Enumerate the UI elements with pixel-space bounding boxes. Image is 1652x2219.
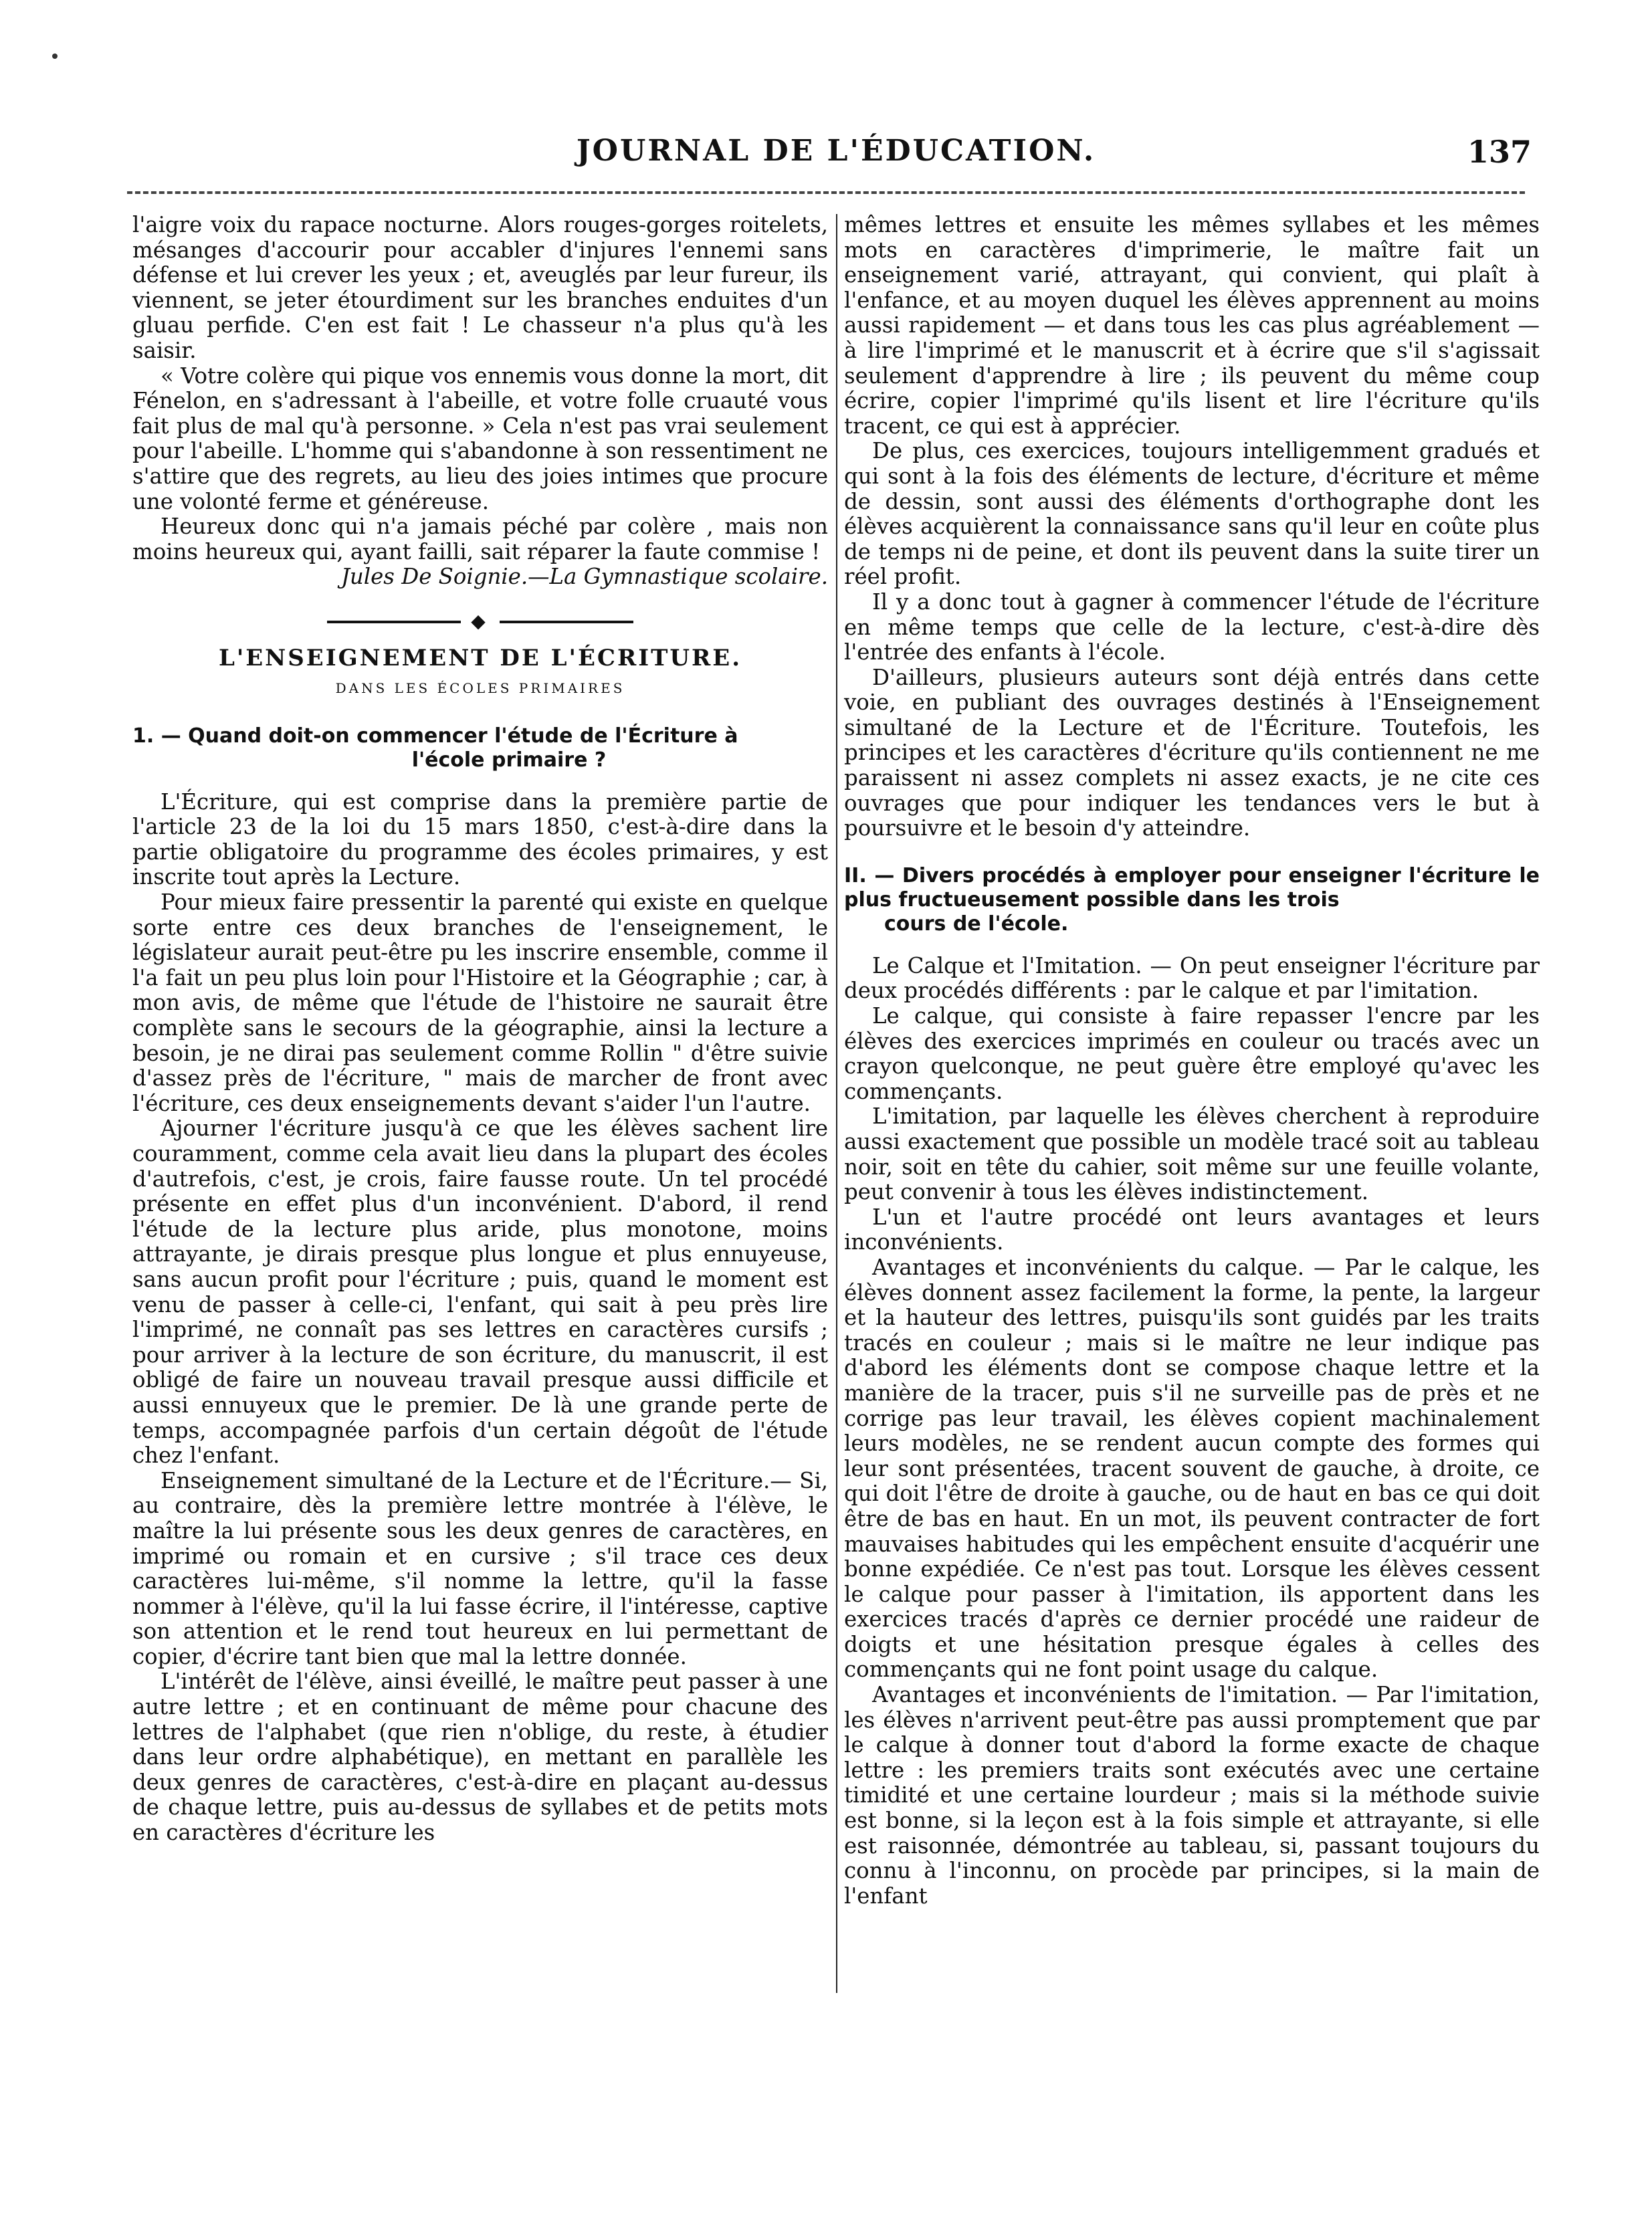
paragraph: Enseignement simultané de la Lecture et de l'Écriture.— Si, au contraire, dès la première lettre montrée à l'élève, le maître la lui présente sous les deux genres de caractères, en imprimé ou romain et en cursive ; s'il trace ces deux caractères lui-même, s'il nomme la lettre, qu'il la fasse nommer à l'élève, qu'il la lui fasse écrire, il l'intéresse, captive son attention et le rend tout heureux en lui permettant de copier, d'écrire tant bien que mal la lettre donnée. <box>132 1467 828 1669</box>
section-subtitle: DANS LES ÉCOLES PRIMAIRES <box>335 680 625 697</box>
question-heading-line: 1. — Quand doit-on commencer l'étude de l'Écriture à <box>132 724 738 748</box>
question-heading-continuation: cours de l'école. <box>884 912 1069 936</box>
question-heading-line: II. — Divers procédés à employer pour enseigner l'écriture le plus fructueusement possible dans les trois <box>844 863 1540 912</box>
running-title: JOURNAL DE L'ÉDUCATION. <box>576 134 1096 168</box>
right-column <box>844 213 1540 1909</box>
section-ornament: ◆ <box>132 609 828 634</box>
paragraph: Avantages et inconvénients du calque. — Par le calque, les élèves donnent assez facilement la forme, la pente, la largeur et la hauteur des lettres, puisqu'ils sont guidés par les traits tracés en couleur ; mais si le maître ne leur indique pas d'abord les éléments dont se compose chaque lettre et la manière de la tracer, puis s'il ne surveille pas de près et ne corrige pas leur travail, les élèves copient machinalement leurs modèles, ne se rendent aucun compte des formes qui leur sont présentées, tracent souvent de gauche, à droite, ce qui doit l'être de droite à gauche, ou de haut en bas ce qui doit être de bas en haut. En un mot, ils peuvent contracter de fort mauvaises habitudes qui les empêchent ensuite d'acquérir une bonne expédiée. Ce n'est pas tout. Lorsque les élèves cessent le calque pour passer à l'imitation, ils apportent dans les exercices tracés d'après ce dernier procédé une raideur de doigts et une hésitation presque égales à celles des commençants qui ne font point usage du calque. <box>844 1254 1540 1683</box>
article-signature: Jules De Soignie.—La Gymnastique scolaire. <box>340 564 828 590</box>
paragraph: De plus, ces exercices, toujours intelligemment gradués et qui sont à la fois des éléments de lecture, d'écriture et même de dessin, sont aussi des éléments d'orthographe dont les élèves acquièrent la connaissance sans qu'il leur en coûte plus de temps ni de peine, et dont ils peuvent dans la suite tirer un réel profit. <box>844 438 1540 590</box>
question-heading-continuation: l'école primaire ? <box>411 748 607 772</box>
paragraph: L'intérêt de l'élève, ainsi éveillé, le maître peut passer à une autre lettre ; et en continuant de même pour chacune des lettres de l'alphabet (que rien n'oblige, du reste, à étudier dans leur ordre alphabétique), en mettant en parallèle les deux genres de caractères, c'est-à-dire en plaçant au-dessus de chaque lettre, puis au-dessus de syllabes et de petits mots en caractères d'écriture les <box>132 1669 828 1846</box>
ornament-rule <box>500 621 633 623</box>
left-column <box>132 213 828 1846</box>
paragraph: Le Calque et l'Imitation. — On peut enseigner l'écriture par deux procédés différents : par le calque et par l'imitation. <box>844 952 1540 1004</box>
ornament-rule <box>327 621 461 623</box>
column-divider <box>836 214 837 1993</box>
paragraph: Il y a donc tout à gagner à commencer l'étude de l'écriture en même temps que celle de la lecture, c'est-à-dire dès l'entrée des enfants à l'école. <box>844 589 1540 665</box>
paragraph: L'un et l'autre procédé ont leurs avantages et leurs inconvénients. <box>844 1204 1540 1255</box>
paragraph: Heureux donc qui n'a jamais péché par colère , mais non moins heureux qui, ayant failli, sait réparer la faute commise ! <box>132 514 828 564</box>
paragraph: Ajourner l'écriture jusqu'à ce que les élèves sachent lire couramment, comme cela avait lieu dans la plupart des écoles d'autrefois, c'est, je crois, faire fausse route. Un tel procédé présente en effet plus d'un inconvénient. D'abord, il rend l'étude de la lecture plus aride, plus monotone, moins attrayante, je dirais presque plus longue et plus ennuyeuse, sans aucun profit pour l'écriture ; puis, quand le moment est venu de passer à celle-ci, l'enfant, qui sait à peu près lire l'imprimé, ne connaît pas ses lettres en caractères cursifs ; pour arriver à la lecture de son écriture, du manuscrit, il est obligé de faire un nouveau travail presque aussi difficile et aussi ennuyeux que le premier. De là une grande perte de temps, accompagnée parfois d'un certain dégoût de l'étude chez l'enfant. <box>132 1116 828 1469</box>
ink-speck <box>52 54 58 59</box>
paragraph: l'aigre voix du rapace nocturne. Alors rouges-gorges roitelets, mésanges d'accourir pour accabler d'injures l'ennemi sans défense et lui crever les yeux ; et, aveuglés par leur fureur, ils viennent, se jeter étourdiment sur les branches enduites d'un gluau perfide. C'en est fait ! Le chasseur n'a plus qu'à les saisir. <box>132 212 828 363</box>
page-number: 137 <box>1467 134 1532 170</box>
paragraph: D'ailleurs, plusieurs auteurs sont déjà entrés dans cette voie, en publiant des ouvrages destinés à l'Enseignement simultané de la Lecture et de l'Écriture. Toutefois, les principes et les caractères d'écriture qu'ils contiennent ne me paraissent ni assez complets ni assez exacts, je ne cite ces ouvrages que pour indiquer les tendances vers le but à poursuivre et le besoin d'y atteindre. <box>844 664 1540 841</box>
header-rule <box>127 191 1525 194</box>
question-heading <box>844 864 1540 936</box>
paragraph: Avantages et inconvénients de l'imitation. — Par l'imitation, les élèves n'arrivent peut-être pas aussi promptement que par le calque à donner tout d'abord la forme exacte de chaque lettre : les premiers traits sont exécutés avec une certaine timidité et une certaine lourdeur ; mais si la méthode suivie est bonne, si la leçon est à la fois simple et attrayante, si elle est raisonnée, démontrée au tableau, si, passant toujours du connu à l'inconnu, on procède par principes, si la main de l'enfant <box>844 1682 1540 1909</box>
running-head <box>140 134 1532 174</box>
paragraph: « Votre colère qui pique vos ennemis vous donne la mort, dit Fénelon, en s'adressant à l'abeille, et votre folle cruauté vous fait plus de mal qu'à personne. » Cela n'est pas vrai seulement pour l'abeille. L'homme qui s'abandonne à son ressentiment ne s'attire que des regrets, au lieu des joies intimes que procure une volonté ferme et généreuse. <box>132 362 828 514</box>
paragraph: L'Écriture, qui est comprise dans la première partie de l'article 23 de la loi du 15 mars 1850, c'est-à-dire dans la partie obligatoire du programme des écoles primaires, y est inscrite tout après la Lecture. <box>132 788 828 890</box>
paragraph: mêmes lettres et ensuite les mêmes syllabes et les mêmes mots en caractères d'imprimerie, le maître fait un enseignement varié, attrayant, qui convient, qui plaît à l'enfance, et au moyen duquel les élèves apprennent au moins aussi rapidement — et dans tous les cas plus agréablement — à lire l'imprimé et le manuscrit et à écrire que s'il s'agissait seulement d'apprendre à lire ; ils peuvent du même coup écrire, copier l'imprimé qu'ils lisent et lire l'écriture qu'ils tracent, ce qui est à apprécier. <box>844 212 1540 439</box>
paragraph: Pour mieux faire pressentir la parenté qui existe en quelque sorte entre ces deux branches de l'enseignement, le législateur aurait peut-être pu les inscrire ensemble, comme il l'a fait un peu plus loin pour l'Histoire et la Géographie ; car, à mon avis, de même que l'étude de l'histoire ne saurait être complète sans le secours de la géographie, ainsi la lecture a besoin, je ne dirai pas seulement comme Rollin " d'être suivie d'assez près de l'écriture, " mais de marcher de front avec l'écriture, ces deux enseignements devant s'aider l'un l'autre. <box>132 889 828 1116</box>
paragraph: Le calque, qui consiste à faire repasser l'encre par les élèves des exercices imprimés en couleur ou tracés avec un crayon quelconque, ne peut guère être employé qu'avec les commençants. <box>844 1003 1540 1104</box>
section-title: L'ENSEIGNEMENT DE L'ÉCRITURE. <box>218 644 742 671</box>
question-heading <box>132 724 828 772</box>
paragraph: L'imitation, par laquelle les élèves cherchent à reproduire aussi exactement que possible un modèle tracé soit au tableau noir, soit en tête du cahier, soit même sur une feuille volante, peut convenir à tous les élèves indistinctement. <box>844 1103 1540 1205</box>
